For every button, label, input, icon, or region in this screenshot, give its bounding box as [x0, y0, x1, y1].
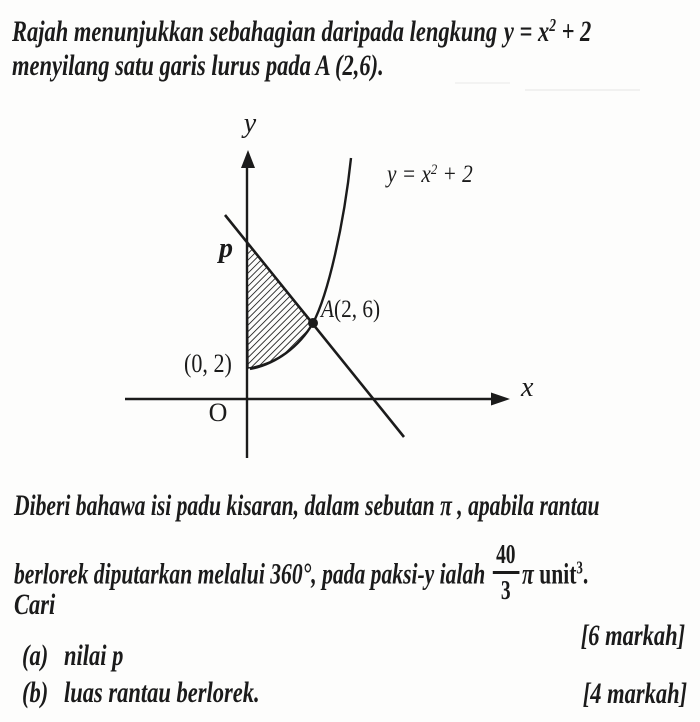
intro-line1-text: Rajah menunjukkan sebahagian daripada lengkung — [12, 14, 498, 48]
body-line-1: Diberi bahawa isi padu kisaran, dalam sebutan π , apabila rantau — [14, 489, 600, 522]
unit-word: unit — [539, 557, 577, 591]
shaded-region — [247, 243, 313, 368]
fraction-denominator: 3 — [500, 575, 511, 605]
item-b-label: (b) — [22, 676, 49, 709]
intro-equation-exponent: 2 — [549, 15, 556, 35]
item-b-text: luas rantau berlorek. — [64, 676, 260, 709]
unit-exponent: 3 — [576, 557, 583, 578]
x-axis-label: x — [521, 372, 534, 403]
pi-symbol: π — [521, 557, 534, 591]
curve-equation-label — [387, 162, 488, 187]
y-intercept-label: (0, 2) — [184, 349, 232, 378]
y-axis-arrowhead-icon — [241, 150, 255, 168]
p-intercept-label: p — [219, 233, 233, 264]
point-a-dot — [308, 318, 318, 328]
curve-eq-rhs: + 2 — [437, 161, 473, 188]
item-a-text: nilai p — [64, 639, 124, 672]
point-a-name: A — [321, 296, 334, 323]
item-a-label: (a) — [22, 639, 49, 672]
body-line2-text: berlorek diputarkan melalui 360°, pada paksi-y ialah — [14, 557, 486, 591]
point-a-coords: (2, 6) — [333, 296, 381, 323]
intro-equation-lhs: y = x — [503, 14, 550, 48]
x-axis-arrowhead-icon — [491, 393, 510, 406]
point-a-label — [321, 297, 390, 322]
sentence-period: . — [582, 557, 589, 591]
fraction-numerator: 40 — [492, 541, 519, 574]
item-b-marks: [4 markah] — [582, 677, 687, 710]
body-line-2 — [14, 539, 700, 608]
intro-equation-rhs: + 2 — [555, 14, 592, 48]
fraction-forty-thirds — [492, 541, 519, 604]
y-axis-label: y — [243, 108, 257, 139]
intro-line2-text: menyilang satu garis lurus pada A (2,6). — [12, 49, 384, 82]
origin-label: O — [208, 398, 228, 427]
curve-eq-exponent: 2 — [430, 161, 438, 178]
curve-eq-lhs: y = x — [387, 161, 431, 188]
cari-heading: Cari — [14, 588, 56, 621]
item-a-marks: [6 markah] — [580, 619, 685, 652]
